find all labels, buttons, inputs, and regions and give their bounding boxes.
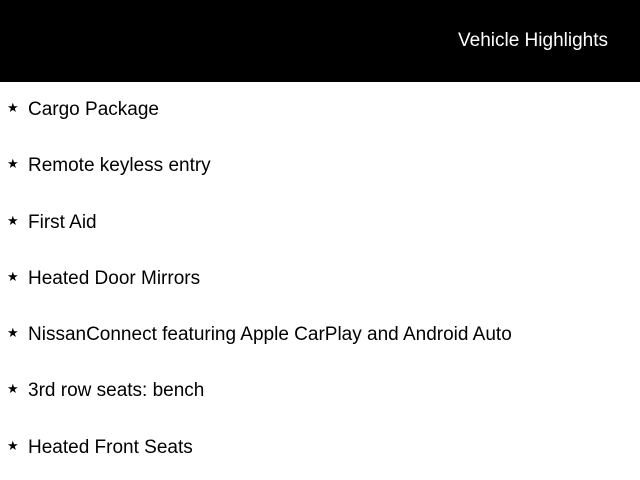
- highlight-label: 3rd row seats: bench: [28, 380, 205, 402]
- highlight-label: Heated Front Seats: [28, 436, 193, 458]
- highlight-label: Heated Door Mirrors: [28, 267, 201, 289]
- list-item: [0, 82, 640, 138]
- list-item: [0, 420, 640, 476]
- star-icon: ★: [7, 437, 19, 453]
- list-item: [0, 363, 640, 419]
- list-item: [0, 195, 640, 251]
- highlight-label: NissanConnect featuring Apple CarPlay and Android Auto: [28, 324, 512, 346]
- highlight-label: Cargo Package: [28, 99, 159, 120]
- star-icon: ★: [7, 381, 19, 397]
- star-icon: ★: [7, 212, 19, 228]
- star-icon: ★: [7, 100, 19, 115]
- highlights-list: [0, 82, 640, 476]
- list-item: [0, 251, 640, 307]
- list-item: [0, 307, 640, 363]
- list-item: [0, 138, 640, 194]
- highlight-label: Remote keyless entry: [28, 155, 211, 177]
- star-icon: ★: [7, 325, 19, 341]
- page-title: Vehicle Highlights: [458, 30, 608, 51]
- star-icon: ★: [7, 268, 19, 284]
- star-icon: ★: [7, 156, 19, 172]
- header-bar: [0, 0, 640, 82]
- highlight-label: First Aid: [28, 211, 97, 233]
